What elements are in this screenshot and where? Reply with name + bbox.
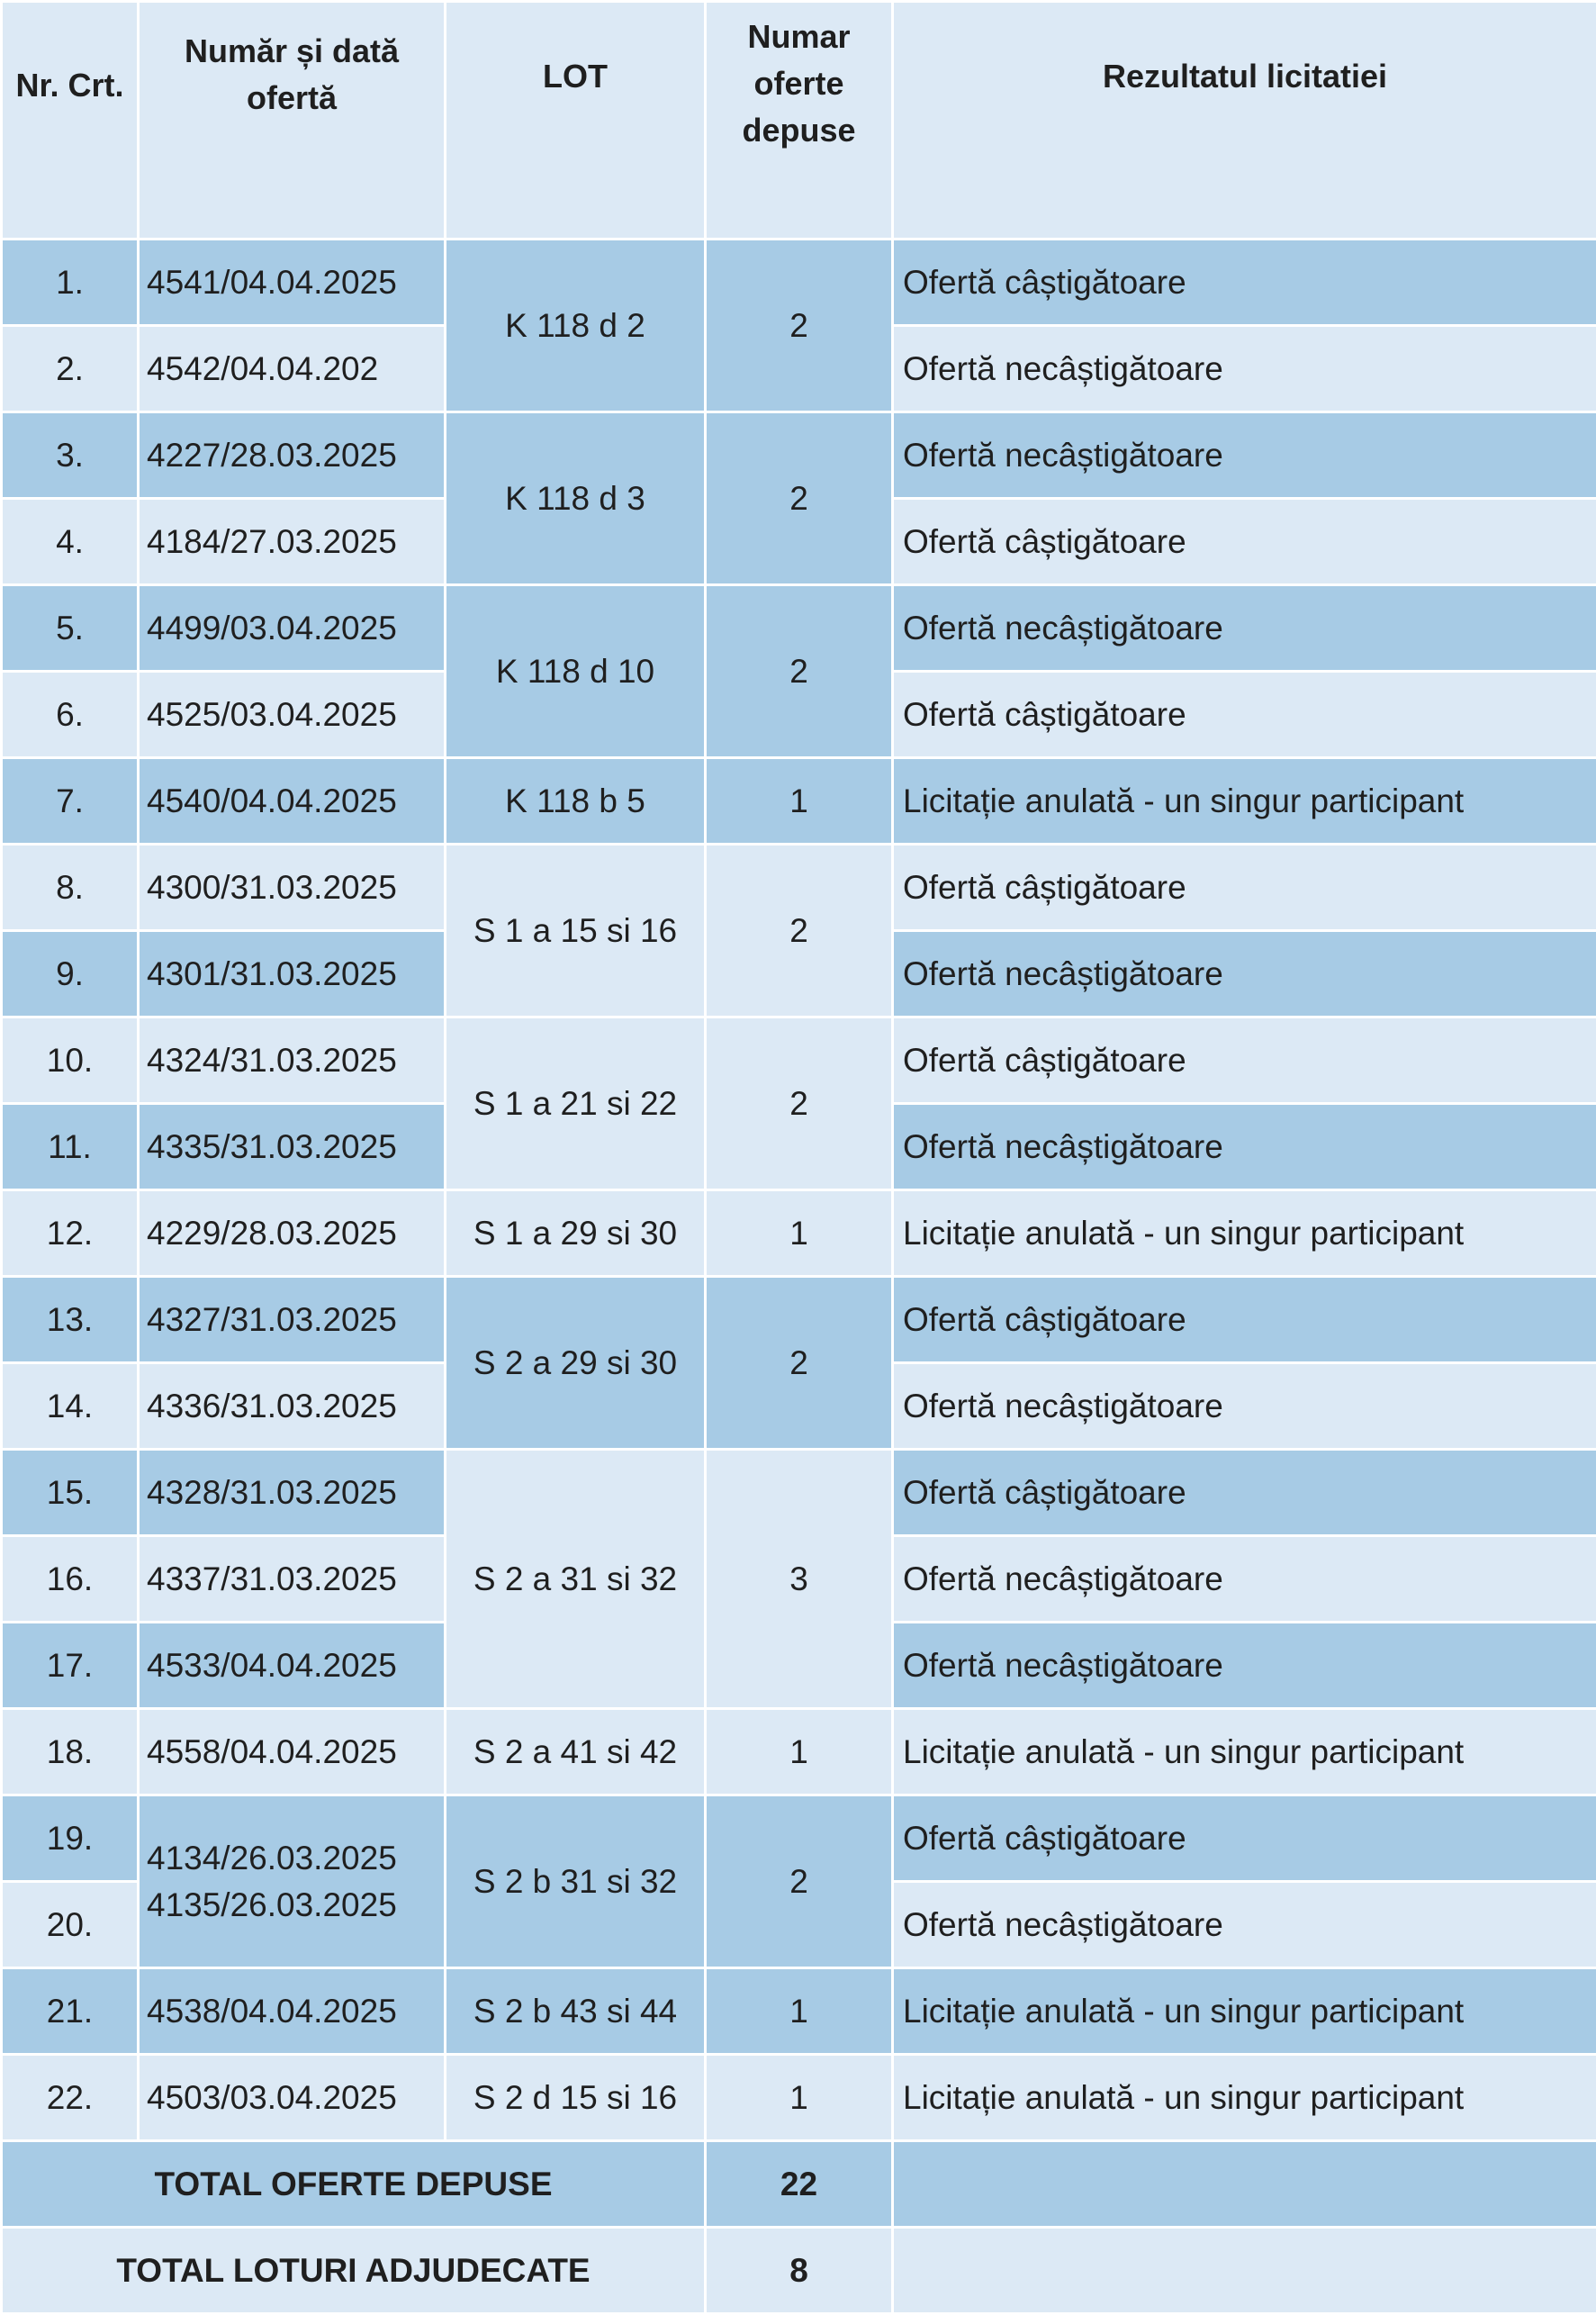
total-lots-value: 8	[706, 2228, 893, 2314]
row-result: Licitație anulată - un singur participant	[893, 1190, 1596, 1277]
row-offer-line: 4135/26.03.2025	[147, 1882, 437, 1929]
row-offer-count: 2	[706, 585, 893, 758]
row-nr: 7.	[2, 758, 139, 845]
row-offer: 4499/03.04.2025	[139, 585, 446, 672]
row-result: Ofertă necâștigătoare	[893, 1363, 1596, 1450]
row-nr: 16.	[2, 1536, 139, 1623]
table-header-row	[2, 2, 1596, 240]
row-offer: 4335/31.03.2025	[139, 1104, 446, 1190]
row-offer-count: 2	[706, 240, 893, 412]
table-row	[2, 1190, 1596, 1277]
header-nr: Nr. Crt.	[2, 2, 139, 240]
row-lot: S 2 d 15 si 16	[446, 2055, 706, 2141]
row-nr: 21.	[2, 1968, 139, 2055]
row-result: Ofertă necâștigătoare	[893, 1882, 1596, 1968]
row-offer: 4184/27.03.2025	[139, 499, 446, 585]
total-offers-label: TOTAL OFERTE DEPUSE	[2, 2141, 706, 2228]
row-result: Licitație anulată - un singur participant	[893, 2055, 1596, 2141]
row-lot: S 2 a 31 si 32	[446, 1450, 706, 1709]
row-nr: 4.	[2, 499, 139, 585]
row-nr: 10.	[2, 1017, 139, 1104]
row-offer-count: 1	[706, 1968, 893, 2055]
row-offer-count: 2	[706, 845, 893, 1017]
row-lot: K 118 d 2	[446, 240, 706, 412]
row-nr: 5.	[2, 585, 139, 672]
header-result: Rezultatul licitatiei	[893, 2, 1596, 240]
row-offer: 4503/03.04.2025	[139, 2055, 446, 2141]
total-lots-empty	[893, 2228, 1596, 2314]
row-lot: S 2 b 43 si 44	[446, 1968, 706, 2055]
table-row	[2, 1450, 1596, 1536]
row-offer: 4229/28.03.2025	[139, 1190, 446, 1277]
row-nr: 12.	[2, 1190, 139, 1277]
row-offer: 4227/28.03.2025	[139, 412, 446, 499]
row-offer-count: 2	[706, 1795, 893, 1968]
row-result: Licitație anulată - un singur participant	[893, 1968, 1596, 2055]
row-result: Ofertă câștigătoare	[893, 1277, 1596, 1363]
row-offer	[139, 1795, 446, 1968]
row-lot: S 2 a 29 si 30	[446, 1277, 706, 1450]
total-lots-label: TOTAL LOTURI ADJUDECATE	[2, 2228, 706, 2314]
row-nr: 11.	[2, 1104, 139, 1190]
table-row	[2, 1277, 1596, 1363]
row-result: Ofertă câștigătoare	[893, 240, 1596, 326]
row-offer: 4525/03.04.2025	[139, 672, 446, 758]
row-nr: 8.	[2, 845, 139, 931]
row-nr: 15.	[2, 1450, 139, 1536]
row-nr: 22.	[2, 2055, 139, 2141]
row-lot: S 1 a 21 si 22	[446, 1017, 706, 1190]
table-row	[2, 585, 1596, 672]
table-row	[2, 758, 1596, 845]
table-row	[2, 240, 1596, 326]
row-result: Licitație anulată - un singur participant	[893, 758, 1596, 845]
row-result: Ofertă câștigătoare	[893, 1795, 1596, 1882]
header-offer-number-date: Număr și dată ofertă	[139, 2, 446, 240]
row-offer-count: 1	[706, 758, 893, 845]
row-result: Ofertă necâștigătoare	[893, 931, 1596, 1017]
row-result: Ofertă câștigătoare	[893, 499, 1596, 585]
row-result: Ofertă câștigătoare	[893, 1450, 1596, 1536]
row-offer-count: 2	[706, 1017, 893, 1190]
row-lot: K 118 b 5	[446, 758, 706, 845]
header-lot: LOT	[446, 2, 706, 240]
total-offers-value: 22	[706, 2141, 893, 2228]
row-result: Ofertă câștigătoare	[893, 1017, 1596, 1104]
row-nr: 3.	[2, 412, 139, 499]
row-offer: 4558/04.04.2025	[139, 1709, 446, 1795]
row-offer-count: 1	[706, 1190, 893, 1277]
table-row	[2, 412, 1596, 499]
row-offer-count: 1	[706, 1709, 893, 1795]
row-lot: K 118 d 3	[446, 412, 706, 585]
table-row	[2, 1795, 1596, 1882]
row-lot: S 2 b 31 si 32	[446, 1795, 706, 1968]
row-offer: 4337/31.03.2025	[139, 1536, 446, 1623]
row-result: Ofertă necâștigătoare	[893, 1104, 1596, 1190]
row-nr: 13.	[2, 1277, 139, 1363]
row-nr: 9.	[2, 931, 139, 1017]
row-offer-line: 4134/26.03.2025	[147, 1835, 437, 1882]
table-row	[2, 1968, 1596, 2055]
total-lots-row	[2, 2228, 1596, 2314]
row-offer: 4300/31.03.2025	[139, 845, 446, 931]
row-nr: 20.	[2, 1882, 139, 1968]
row-offer: 4538/04.04.2025	[139, 1968, 446, 2055]
row-offer: 4533/04.04.2025	[139, 1623, 446, 1709]
row-nr: 14.	[2, 1363, 139, 1450]
row-lot: S 1 a 15 si 16	[446, 845, 706, 1017]
row-result: Ofertă necâștigătoare	[893, 1536, 1596, 1623]
table-row	[2, 1017, 1596, 1104]
row-offer: 4327/31.03.2025	[139, 1277, 446, 1363]
table-row	[2, 2055, 1596, 2141]
row-lot: K 118 d 10	[446, 585, 706, 758]
row-nr: 19.	[2, 1795, 139, 1882]
row-lot: S 2 a 41 si 42	[446, 1709, 706, 1795]
table-row	[2, 1709, 1596, 1795]
row-offer: 4541/04.04.2025	[139, 240, 446, 326]
row-nr: 2.	[2, 326, 139, 412]
row-offer-count: 2	[706, 412, 893, 585]
table-row	[2, 845, 1596, 931]
row-offer: 4328/31.03.2025	[139, 1450, 446, 1536]
row-lot: S 1 a 29 si 30	[446, 1190, 706, 1277]
row-nr: 18.	[2, 1709, 139, 1795]
row-offer-count: 1	[706, 2055, 893, 2141]
row-result: Ofertă necâștigătoare	[893, 585, 1596, 672]
row-nr: 6.	[2, 672, 139, 758]
row-offer: 4301/31.03.2025	[139, 931, 446, 1017]
row-offer: 4336/31.03.2025	[139, 1363, 446, 1450]
row-offer: 4540/04.04.2025	[139, 758, 446, 845]
row-result: Ofertă necâștigătoare	[893, 326, 1596, 412]
total-offers-empty	[893, 2141, 1596, 2228]
header-offer-count: Numar oferte depuse	[706, 2, 893, 240]
row-offer-count: 3	[706, 1450, 893, 1709]
row-nr: 17.	[2, 1623, 139, 1709]
row-offer: 4542/04.04.202	[139, 326, 446, 412]
row-nr: 1.	[2, 240, 139, 326]
row-offer-count: 2	[706, 1277, 893, 1450]
total-offers-row	[2, 2141, 1596, 2228]
row-result: Ofertă câștigătoare	[893, 672, 1596, 758]
row-offer: 4324/31.03.2025	[139, 1017, 446, 1104]
row-result: Licitație anulată - un singur participant	[893, 1709, 1596, 1795]
row-result: Ofertă necâștigătoare	[893, 412, 1596, 499]
row-result: Ofertă câștigătoare	[893, 845, 1596, 931]
row-result: Ofertă necâștigătoare	[893, 1623, 1596, 1709]
